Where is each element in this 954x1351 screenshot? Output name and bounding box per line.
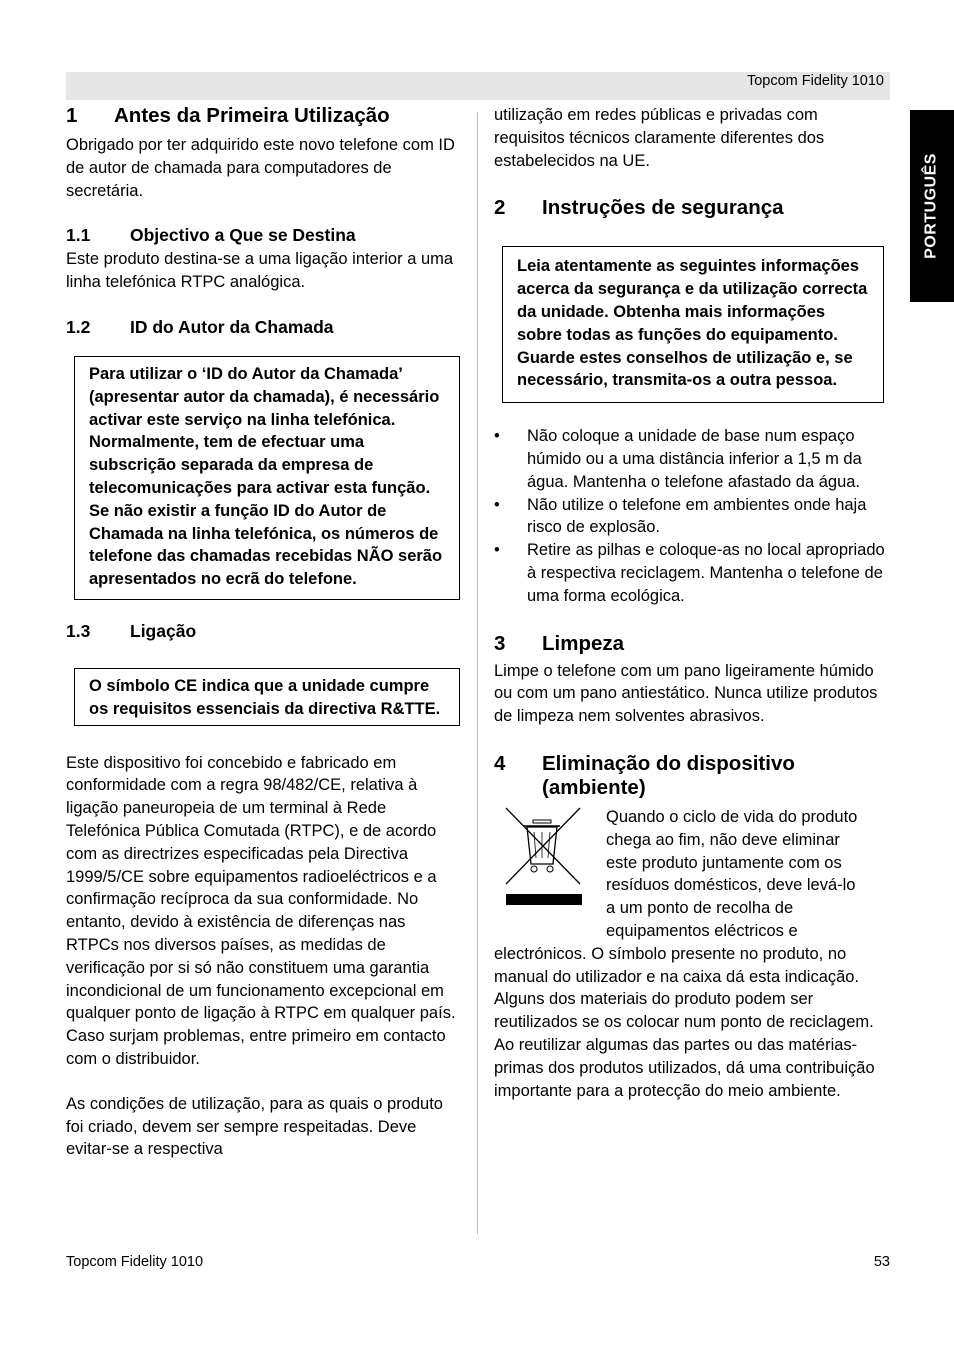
section-3-heading: 3 Limpeza bbox=[494, 631, 625, 655]
section-3-body: Limpe o telefone com um pano ligeiramente húmido ou com um pano antiestático. Nunca utilize produtos de limpeza nem solventes abrasivos. bbox=[494, 661, 878, 726]
section-1-3-body: Este dispositivo foi concebido e fabricado em conformidade com a regra 98/482/CE, relativa à ligação paneuropeia de um terminal à Rede Telefónica Pública Comutada (RTPC), e de acordo com as directrizes especificadas pela Directiva 1999/5/CE sobre equipamentos radioeléctricos e a confirmação recíproca da sua conformidade. No entanto, devido à existência de diferenças nas RTPCs nos diversos países, as medidas de verificação por si só não constituem uma garantia incondicional de um funcionamento excepcional em qualquer ponto de ligação à RTPC em qualquer país. Caso surjam problemas, entre primeiro em contacto com o distribuidor. bbox=[66, 753, 456, 1068]
safety-notice-box: Leia atentamente as seguintes informações acerca da segurança e da utilização correcta da unidade. Obtenha mais informações sobre todas as funções do equipamento. Guarde estes conselhos de utilização e, se necessário, transmita-os a outra pessoa. bbox=[502, 246, 884, 403]
disposal-text-rest: electrónicos. O símbolo presente no produto, no manual do utilizador e na caixa dá esta indicação. Alguns dos materiais do produto podem ser reutilizados se os colocar num ponto de reciclagem. Ao reutilizar algumas das partes ou das matérias-primas dos produtos utilizados, dá uma contribuição importante para a protecção do meio ambiente. bbox=[494, 944, 875, 1100]
section-1-1-heading: 1.1 Objectivo a Que se Destina bbox=[66, 225, 356, 246]
language-tab bbox=[910, 110, 954, 302]
list-item: • Não coloque a unidade de base num espaço húmido ou a uma distância inferior a 1,5 m da água. Mantenha o telefone afastado da água. bbox=[494, 425, 892, 493]
section-1-heading: 1 Antes da Primeira Utilização bbox=[66, 104, 390, 127]
caller-id-notice-box: Para utilizar o ‘ID do Autor da Chamada’ (apresentar autor da chamada), é necessário activar este serviço na linha telefónica. Normalmente, tem de efectuar uma subscrição separada da empresa de telecomunicações para activar esta função. Se não existir a função ID do Autor de Chamada na linha telefónica, os números de telefone das chamadas recebidas NÃO serão apresentados no ecrã do telefone. bbox=[74, 356, 460, 600]
crossed-bin-icon bbox=[500, 806, 582, 906]
section-1-3-heading: 1.3 Ligação bbox=[66, 620, 197, 641]
disposal-text-beside-icon: Quando o ciclo de vida do produto chega ao fim, não deve eliminar este produto juntamente com os resíduos domésticos, deve levá-lo a um ponto de recolha de equipamentos eléctricos e bbox=[606, 807, 858, 940]
list-item: • Retire as pilhas e coloque-as no local apropriado à respectiva reciclagem. Mantenha o telefone de uma forma ecológica. bbox=[494, 539, 892, 607]
right-column bbox=[494, 104, 892, 1102]
section-1-2-heading: 1.2 ID do Autor da Chamada bbox=[66, 316, 334, 337]
page-number: 53 bbox=[873, 1254, 890, 1270]
safety-list bbox=[494, 425, 892, 607]
section-2-heading: 2 Instruções de segurança bbox=[494, 196, 784, 220]
footer-title: Topcom Fidelity 1010 bbox=[66, 1254, 204, 1270]
disposal-text bbox=[494, 806, 892, 1102]
section-1-3-conditions-cont: utilização em redes públicas e privadas com requisitos técnicos claramente diferentes dos estabelecidos na UE. bbox=[494, 106, 825, 170]
list-item: • Não utilize o telefone em ambientes onde haja risco de explosão. bbox=[494, 494, 892, 540]
section-1-3-conditions: As condições de utilização, para as quais o produto foi criado, devem ser sempre respeitadas. Deve evitar-se a respectiva bbox=[66, 1094, 443, 1159]
ce-notice-box: O símbolo CE indica que a unidade cumpre os requisitos essenciais da directiva R&TTE. bbox=[74, 668, 460, 726]
language-tab-label: PORTUGUÊS bbox=[922, 153, 940, 259]
column-divider bbox=[477, 112, 478, 1234]
header-title: Topcom Fidelity 1010 bbox=[746, 73, 884, 89]
section-1-1-body: Este produto destina-se a uma ligação interior a uma linha telefónica RTPC analógica. bbox=[66, 250, 454, 292]
section-1-body: Obrigado por ter adquirido este novo telefone com ID de autor de chamada para computadores de secretária. bbox=[66, 136, 455, 200]
left-column bbox=[66, 104, 460, 1161]
section-4-heading: 4 Eliminação do dispositivo (ambiente) bbox=[494, 751, 795, 799]
